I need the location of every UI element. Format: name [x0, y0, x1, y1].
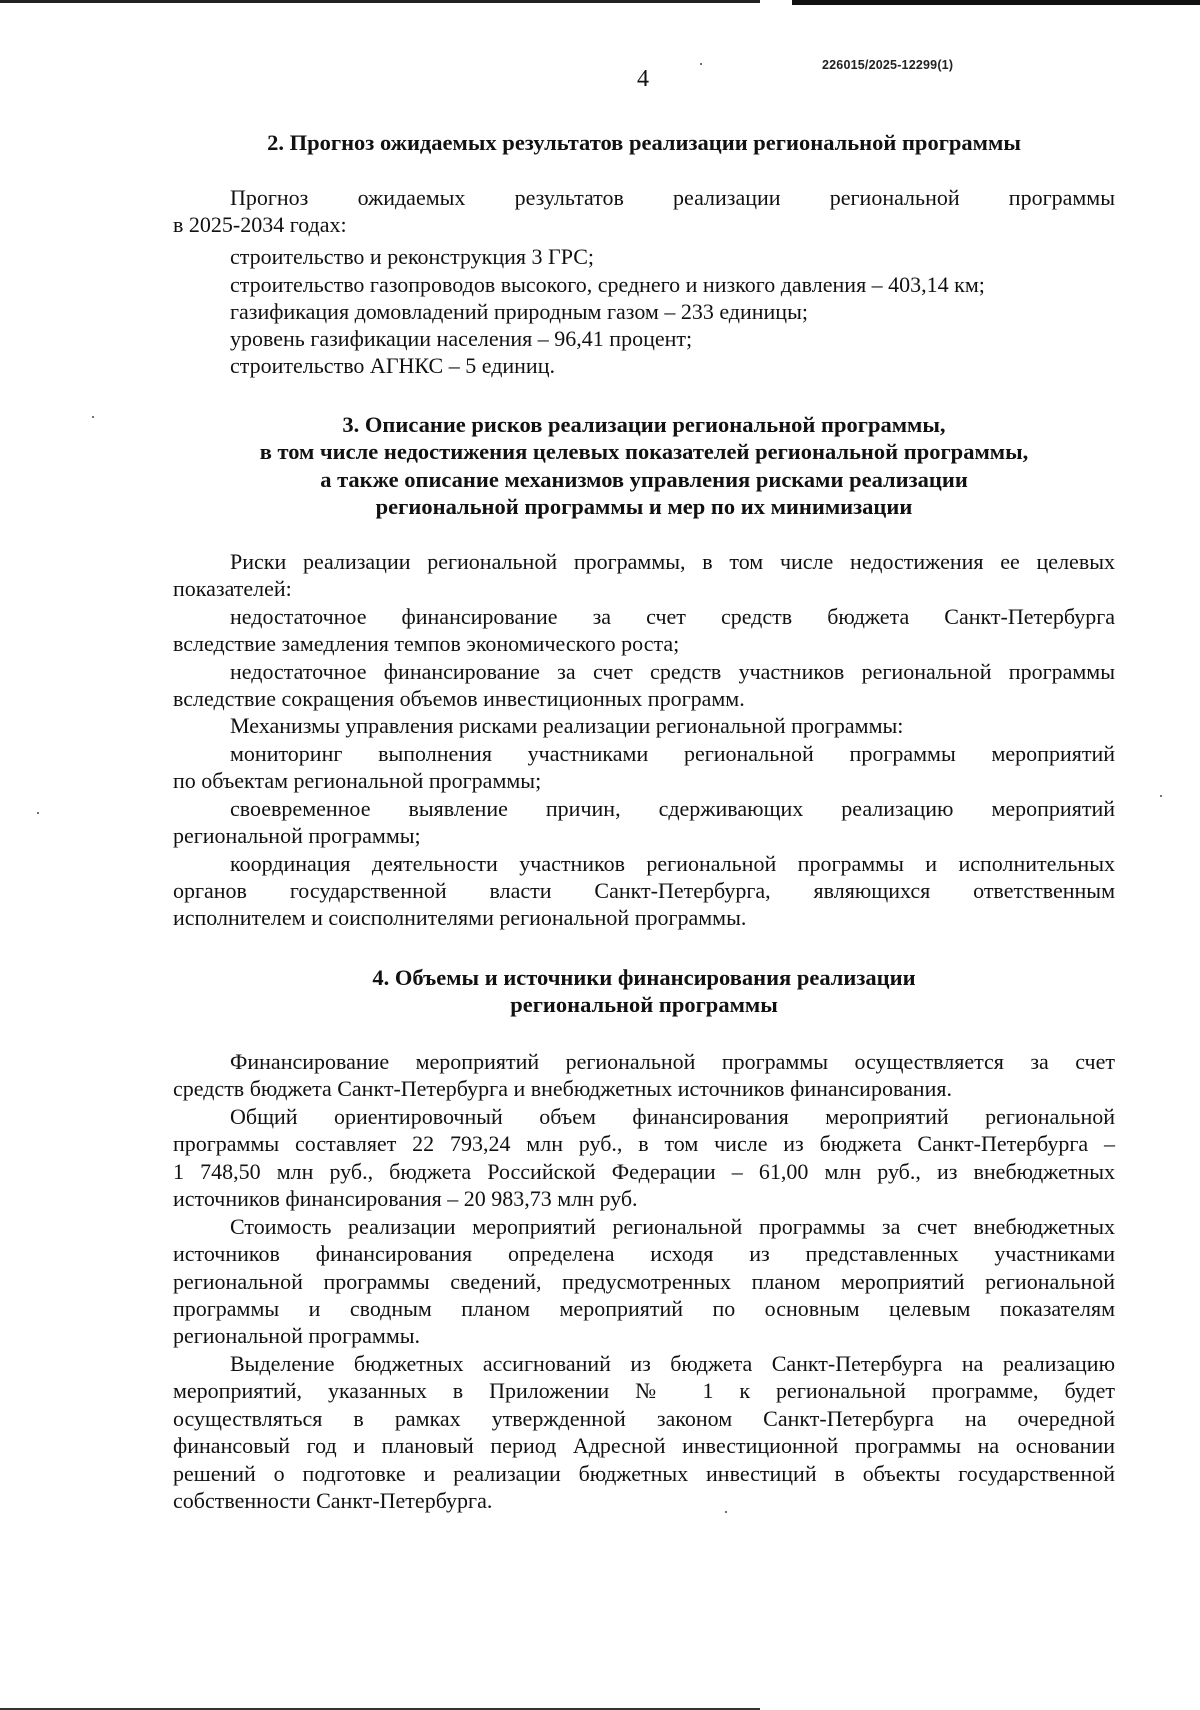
scan-speck: [37, 812, 39, 814]
paragraph-line: программы составляет 22 793,24 млн руб., в том числе из бюджета Санкт-Петербурга –: [173, 1131, 1115, 1156]
scan-edge-top-left: [0, 0, 760, 3]
section-3-title-line: в том числе недостижения целевых показателей региональной программы,: [259, 439, 1029, 464]
paragraph-line: вследствие замедления темпов экономического роста;: [173, 631, 680, 656]
paragraph-line: вследствие сокращения объемов инвестиционных программ.: [173, 686, 745, 711]
scan-speck: [1160, 795, 1162, 797]
document-registration-number: 226015/2025-12299(1): [822, 58, 954, 72]
paragraph-line: источников финансирования – 20 983,73 млн руб.: [173, 1186, 638, 1211]
paragraph-line: Общий ориентировочный объем финансирования мероприятий региональной: [230, 1104, 1115, 1129]
paragraph-line: средств бюджета Санкт-Петербурга и внебюджетных источников финансирования.: [173, 1076, 952, 1101]
paragraph-line: 1 748,50 млн руб., бюджета Российской Федерации – 61,00 млн руб., из внебюджетных: [173, 1159, 1115, 1184]
paragraph-line: региональной программы.: [173, 1323, 421, 1348]
paragraph-line: своевременное выявление причин, сдерживающих реализацию мероприятий: [230, 796, 1115, 821]
section-3-title-line: региональной программы и мер по их минимизации: [375, 494, 913, 519]
paragraph-line: Стоимость реализации мероприятий региональной программы за счет внебюджетных: [230, 1214, 1115, 1239]
paragraph-line: по объектам региональной программы;: [173, 768, 542, 793]
result-item: строительство и реконструкция 3 ГРС;: [230, 244, 595, 269]
scan-edge-top-right: [792, 0, 1200, 5]
paragraph-line: Механизмы управления рисками реализации региональной программы:: [230, 713, 904, 738]
paragraph-line: недостаточное финансирование за счет средств участников региональной программы: [230, 659, 1115, 684]
paragraph-line: программы и сводным планом мероприятий по основным целевым показателям: [173, 1296, 1115, 1321]
paragraph-line: Выделение бюджетных ассигнований из бюджета Санкт-Петербурга на реализацию: [230, 1351, 1115, 1376]
paragraph-line: Финансирование мероприятий региональной программы осуществляется за счет: [230, 1049, 1115, 1074]
paragraph-line: осуществляться в рамках утвержденной законом Санкт-Петербурга на очередной: [173, 1406, 1115, 1431]
section-3-title-line: а также описание механизмов управления рисками реализации: [320, 467, 968, 492]
section-2-intro-line: в 2025-2034 годах:: [173, 212, 347, 237]
paragraph-line: координация деятельности участников региональной программы и исполнительных: [230, 851, 1115, 876]
page-number: 4: [637, 66, 649, 92]
paragraph-line: исполнителем и соисполнителями региональной программы.: [173, 905, 747, 930]
paragraph-line: источников финансирования определена исходя из представленных участниками: [173, 1241, 1115, 1266]
section-3-title-line: 3. Описание рисков реализации региональной программы,: [342, 412, 946, 437]
paragraph-line: региональной программы;: [173, 823, 421, 848]
scan-speck: [92, 416, 94, 418]
paragraph-line: региональной программы сведений, предусмотренных планом мероприятий региональной: [173, 1269, 1115, 1294]
paragraph-line: показателей:: [173, 576, 292, 601]
paragraph-line: финансовый год и плановый период Адресной инвестиционной программы на основании: [173, 1433, 1115, 1458]
result-item: строительство АГНКС – 5 единиц.: [230, 353, 555, 378]
paragraph-line: мониторинг выполнения участниками региональной программы мероприятий: [230, 741, 1115, 766]
paragraph-line: органов государственной власти Санкт-Петербурга, являющихся ответственным: [173, 878, 1115, 903]
paragraph-line: собственности Санкт-Петербурга.: [173, 1488, 493, 1513]
section-4-title-line: 4. Объемы и источники финансирования реализации: [372, 965, 916, 990]
paragraph-line: мероприятий, указанных в Приложении № 1 к региональной программе, будет: [173, 1378, 1115, 1403]
section-2-intro-line: Прогноз ожидаемых результатов реализации региональной программы: [230, 185, 1115, 210]
paragraph-line: решений о подготовке и реализации бюджетных инвестиций в объекты государственной: [173, 1461, 1115, 1486]
scan-speck: [700, 63, 702, 65]
paragraph-line: недостаточное финансирование за счет средств бюджета Санкт-Петербурга: [230, 604, 1115, 629]
result-item: строительство газопроводов высокого, среднего и низкого давления – 403,14 км;: [230, 272, 985, 297]
paragraph-line: Риски реализации региональной программы, в том числе недостижения ее целевых: [230, 549, 1115, 574]
section-4-title-line: региональной программы: [510, 992, 778, 1017]
section-2-title: 2. Прогноз ожидаемых результатов реализации региональной программы: [267, 130, 1021, 155]
result-item: газификация домовладений природным газом – 233 единицы;: [230, 299, 808, 324]
result-item: уровень газификации населения – 96,41 процент;: [230, 326, 693, 351]
